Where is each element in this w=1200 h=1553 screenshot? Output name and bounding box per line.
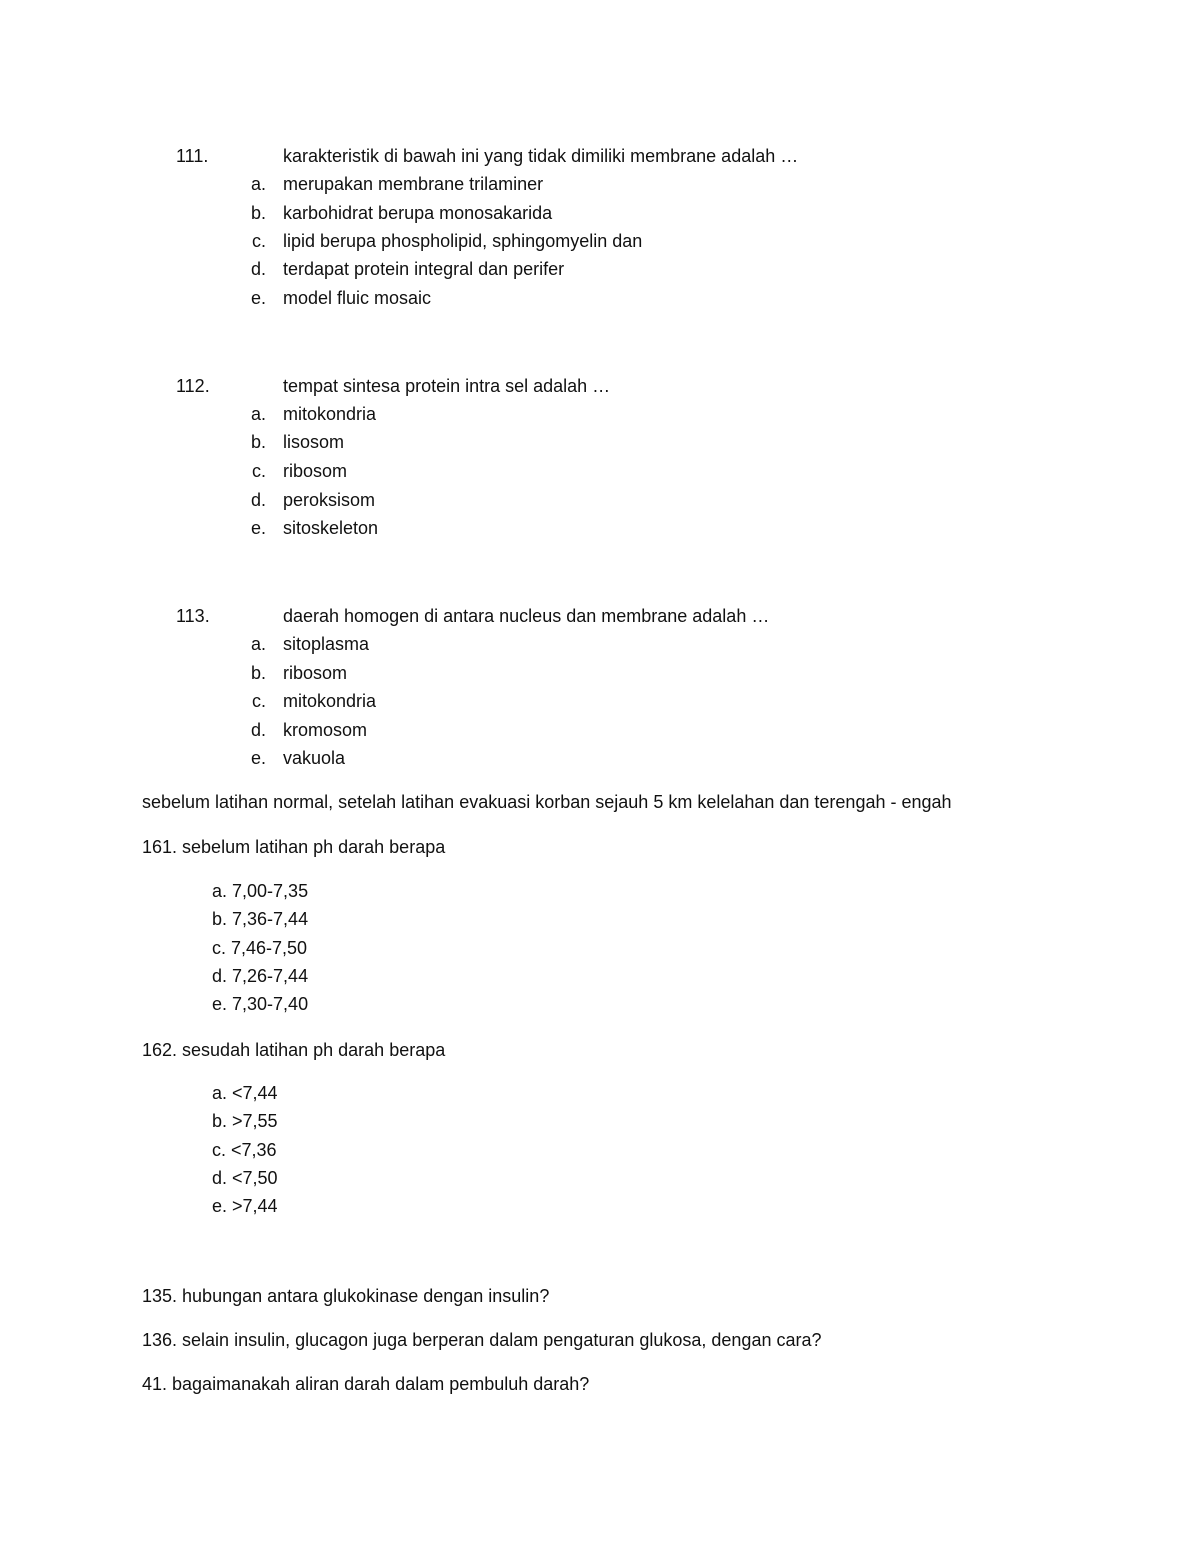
- option-text: merupakan membrane trilaminer: [283, 174, 544, 194]
- option: e. 7,30-7,40: [212, 994, 309, 1014]
- option-letter: d.: [250, 720, 266, 740]
- option-text: mitokondria: [283, 691, 377, 711]
- option-letter: e.: [250, 748, 266, 768]
- question-number: 111.: [176, 146, 209, 166]
- option-letter: e.: [250, 518, 266, 538]
- option-text: peroksisom: [283, 490, 376, 510]
- option-letter: d.: [250, 259, 266, 279]
- option: c. <7,36: [212, 1140, 277, 1160]
- option: d. 7,26-7,44: [212, 966, 309, 986]
- option-letter: b.: [250, 203, 266, 223]
- option-text: sitoplasma: [283, 634, 370, 654]
- question-number: 112.: [176, 376, 210, 396]
- option: b. 7,36-7,44: [212, 909, 309, 929]
- question-text: tempat sintesa protein intra sel adalah …: [283, 376, 611, 396]
- option-text: sitoskeleton: [283, 518, 379, 538]
- option-text: kromosom: [283, 720, 368, 740]
- option-text: karbohidrat berupa monosakarida: [283, 203, 553, 223]
- option-letter: a.: [250, 174, 266, 194]
- option-letter: b.: [250, 432, 266, 452]
- essay-question: 136. selain insulin, glucagon juga berperan dalam pengaturan glukosa, dengan cara?: [142, 1330, 822, 1350]
- option-text: ribosom: [283, 461, 348, 481]
- option-letter: c.: [251, 231, 266, 251]
- essay-question: 135. hubungan antara glukokinase dengan insulin?: [142, 1286, 550, 1306]
- option: a. 7,00-7,35: [212, 881, 309, 901]
- option: b. >7,55: [212, 1111, 278, 1131]
- option: a. <7,44: [212, 1083, 278, 1103]
- option-letter: e.: [250, 288, 266, 308]
- option-letter: b.: [250, 663, 266, 683]
- scenario-text: sebelum latihan normal, setelah latihan evakuasi korban sejauh 5 km kelelahan dan terengah - engah: [142, 792, 952, 812]
- option-text: terdapat protein integral dan perifer: [283, 259, 565, 279]
- question-text: daerah homogen di antara nucleus dan membrane adalah …: [283, 606, 770, 626]
- option-text: mitokondria: [283, 404, 377, 424]
- option-letter: c.: [251, 691, 266, 711]
- question-number: 113.: [176, 606, 210, 626]
- option: d. <7,50: [212, 1168, 278, 1188]
- question-text: 161. sebelum latihan ph darah berapa: [142, 837, 446, 857]
- option-letter: c.: [251, 461, 266, 481]
- question-text: karakteristik di bawah ini yang tidak dimiliki membrane adalah …: [283, 146, 799, 166]
- option: e. >7,44: [212, 1196, 278, 1216]
- option-letter: a.: [250, 634, 266, 654]
- option-text: lipid berupa phospholipid, sphingomyelin dan: [283, 231, 643, 251]
- option-text: model fluic mosaic: [283, 288, 432, 308]
- option-text: lisosom: [283, 432, 345, 452]
- option: c. 7,46-7,50: [212, 938, 308, 958]
- option-letter: a.: [250, 404, 266, 424]
- option-letter: d.: [250, 490, 266, 510]
- question-text: 162. sesudah latihan ph darah berapa: [142, 1040, 446, 1060]
- option-text: vakuola: [283, 748, 346, 768]
- essay-question: 41. bagaimanakah aliran darah dalam pembuluh darah?: [142, 1374, 590, 1394]
- option-text: ribosom: [283, 663, 348, 683]
